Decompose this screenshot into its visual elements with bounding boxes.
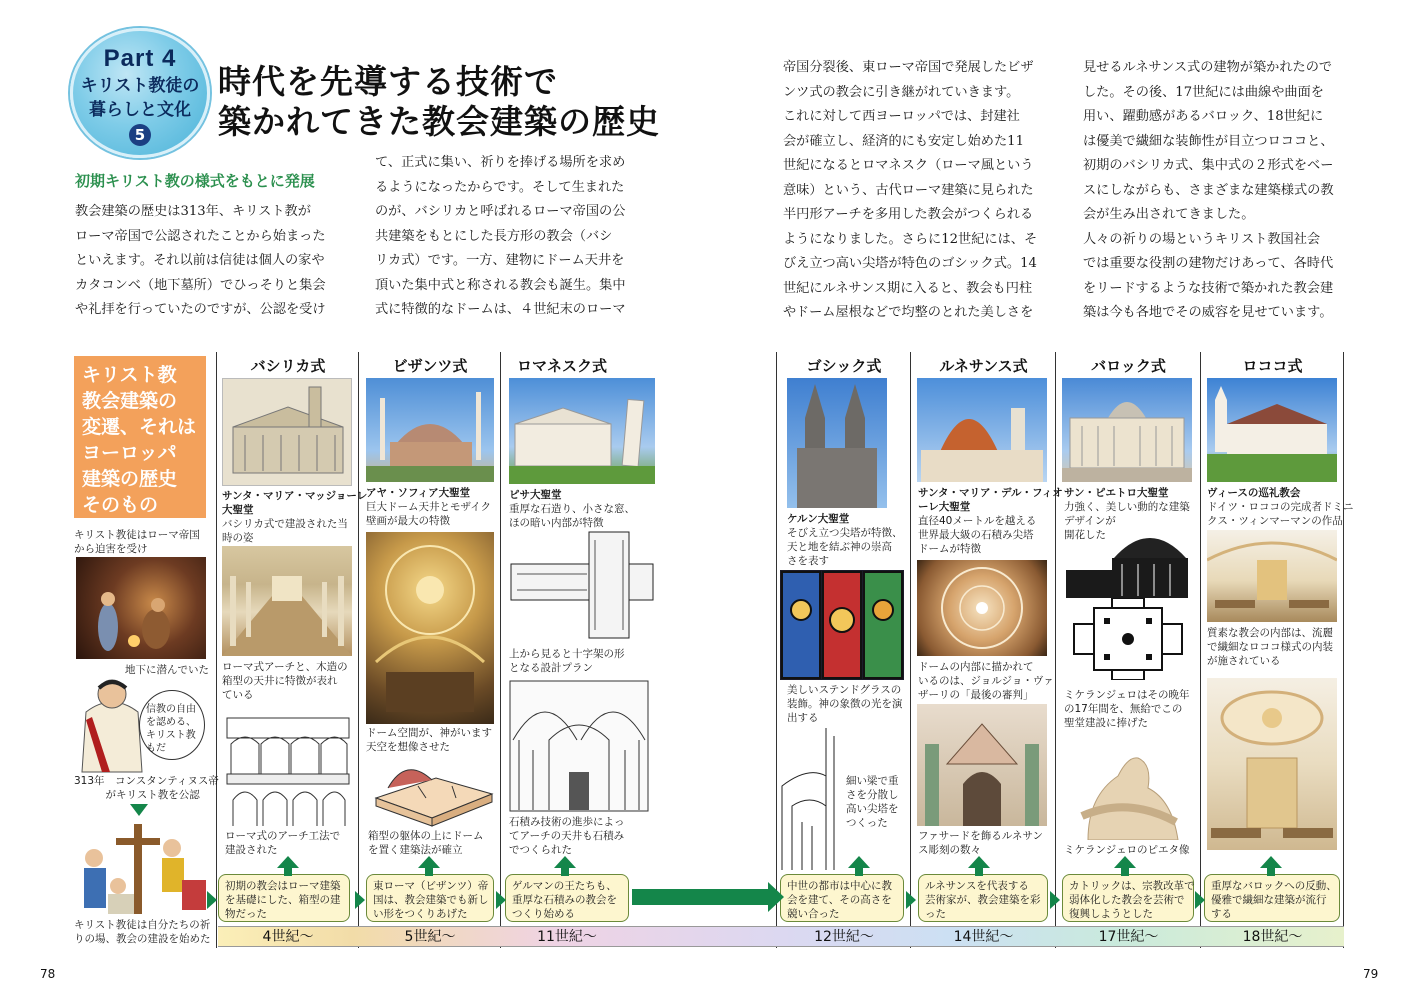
builders-illustration xyxy=(72,818,212,918)
caption-line: がキリスト教を公認 xyxy=(74,789,200,801)
event-line: 東ローマ（ビザンツ）帝 xyxy=(373,880,489,892)
event-line: を基礎にした、箱型の建 xyxy=(225,894,341,906)
era-byzantine: ビザンツ式 xyxy=(392,357,468,375)
caption-line: さを分散し xyxy=(846,789,899,801)
era-gothic: ゴシック式 xyxy=(806,357,882,375)
event-line: 芸術家が、教会建築を彩 xyxy=(925,894,1041,906)
text-line: 会が生み出されてきました。 xyxy=(1083,207,1255,222)
text-line: 世紀になるとロマネスク（ローマ風という xyxy=(783,158,1034,173)
pieta-drawing xyxy=(1068,736,1188,840)
caption-line: でつくられた xyxy=(509,844,572,856)
caption-byzantine-3 xyxy=(368,829,484,857)
event-byzantine xyxy=(366,874,494,922)
part-subtitle-1: キリスト教徒の xyxy=(80,76,200,96)
text-line: 初期のバシリカ式、集中式の２形式をベー xyxy=(1083,158,1334,173)
text-line: 意味）という、古代ローマ建築に見られた xyxy=(783,182,1034,198)
hagia-sophia-drawing xyxy=(366,378,494,482)
bubble-line: 信教の自由 xyxy=(146,704,196,715)
event-line: 復興しようとした xyxy=(1069,908,1153,920)
text-line: や礼拝を行っていたのですが、公認を受け xyxy=(75,302,326,317)
cross-plan-diagram xyxy=(509,530,655,642)
florence-drawing xyxy=(917,378,1047,482)
caption-romanesque-1 xyxy=(509,488,635,530)
feature-callout xyxy=(74,356,206,518)
caption-line: バシリカ式で建設された当 xyxy=(222,518,348,530)
text-line: 共建築をもとにした長方形の教会（バシ xyxy=(375,228,613,244)
text-line: をリードするような技術で築かれた教会建 xyxy=(1083,280,1334,296)
era-romanesque: ロマネスク式 xyxy=(516,357,607,375)
caption-title: サンタ・マリア・デル・フィオ xyxy=(918,487,1063,499)
right-arrow-icon xyxy=(355,891,365,909)
caption-line: を置く建築法が確立 xyxy=(368,844,463,856)
caption-renaissance-3 xyxy=(918,829,1043,857)
caption-line: ミケランジェロはその晩年 xyxy=(1064,689,1190,701)
baroque-floorplan xyxy=(1064,598,1192,680)
catacomb-figures xyxy=(76,557,206,659)
event-line: つくり始める xyxy=(512,908,575,920)
text-line: 帝国分裂後、東ローマ帝国で発展したビザ xyxy=(783,60,1034,75)
text-line: 頂いた集中式と称される教会も誕生。集中 xyxy=(375,277,626,293)
caption-line: 建設された xyxy=(225,844,278,856)
up-arrow-icon xyxy=(418,856,440,868)
caption-line: ドイツ・ロココの完成者ドミニ xyxy=(1207,501,1354,513)
part-badge xyxy=(70,28,210,158)
event-line: 会を建て、その高さを xyxy=(787,894,892,906)
last-judgement-fresco xyxy=(917,560,1047,656)
caption-line: ドーム空間が、神がいます xyxy=(366,727,492,739)
caption-line: デザインが xyxy=(1064,515,1116,527)
caption-gothic-1 xyxy=(787,512,903,568)
stained-glass-drawing xyxy=(780,570,904,680)
stained-glass-photo xyxy=(780,570,904,680)
timeline-divider xyxy=(1055,352,1056,948)
text-line: のが、バシリカと呼ばれるローマ帝国の公 xyxy=(375,204,626,219)
body-column-3 xyxy=(783,56,1037,326)
caption-line: 質素な教会の内部は、流麗 xyxy=(1207,627,1333,639)
cologne-drawing xyxy=(787,378,887,508)
caption-rococo-2 xyxy=(1207,626,1333,668)
up-arrow-icon xyxy=(277,856,299,868)
dome-construction-diagram xyxy=(366,758,496,828)
caption-underground: 地下に潜んでいた xyxy=(125,664,209,676)
caption-basilica-3 xyxy=(225,829,340,857)
century-18: 18世紀～ xyxy=(1242,929,1303,945)
caption-line: 開花した xyxy=(1064,529,1106,541)
page-number-left: 78 xyxy=(40,967,56,981)
callout-line: 教会建築の xyxy=(82,390,178,412)
caption-renaissance-1 xyxy=(918,486,1063,556)
santa-maria-maggiore-engraving xyxy=(222,378,352,486)
title-line-2: 築かれてきた教会建築の歴史 xyxy=(218,102,660,141)
era-rococo: ロココ式 xyxy=(1242,357,1303,375)
caption-line: つくった xyxy=(846,817,888,829)
caption-line: 聖堂建設に捧げた xyxy=(1064,717,1148,729)
text-line: した。その後、17世紀には曲線や曲面を xyxy=(1083,84,1324,100)
caption-romanesque-3 xyxy=(509,815,625,857)
text-line: 式に特徴的なドームは、４世紀末のローマ xyxy=(375,302,626,317)
caption-title: 大聖堂 xyxy=(222,504,254,516)
caption-title: ケルン大聖堂 xyxy=(787,513,850,525)
event-line: 中世の都市は中心に教 xyxy=(787,880,892,892)
right-arrow-icon xyxy=(496,891,506,909)
caption-line: 巨大ドーム天井とモザイク xyxy=(366,501,492,513)
caption-line: が施されている xyxy=(1207,655,1281,667)
event-line: 重厚なバロックへの反動、 xyxy=(1211,880,1337,892)
cologne-cathedral-photo xyxy=(787,378,887,508)
caption-title: サン・ピエトロ大聖堂 xyxy=(1064,487,1169,499)
caption-line: てアーチの天井も石積み xyxy=(509,830,625,842)
event-line: 物だった xyxy=(225,908,267,920)
facade-drawing xyxy=(917,704,1047,826)
timeline-arrow-head-icon xyxy=(768,882,784,912)
st-peters-drawing xyxy=(1062,378,1192,482)
timeline-divider xyxy=(216,352,217,948)
body-column-4 xyxy=(1083,56,1334,326)
caption-line: さを表す xyxy=(787,555,829,567)
st-peters-elevation-drawing xyxy=(1064,518,1192,598)
caption-line: そびえ立つ尖塔が特徴、 xyxy=(787,527,903,539)
fresco-drawing xyxy=(917,560,1047,656)
up-arrow-icon xyxy=(554,856,576,868)
body-column-1 xyxy=(75,200,326,323)
caption-line: 出する xyxy=(787,712,819,724)
caption-line: 直径40メートルを越える xyxy=(918,515,1037,527)
caption-line: 天空を想像させた xyxy=(366,741,450,753)
catacomb-illustration xyxy=(76,557,206,659)
part-number: Part 4 xyxy=(103,45,177,72)
text-line: 見せるルネサンス式の建物が築かれたので xyxy=(1083,60,1333,75)
right-arrow-icon xyxy=(1195,891,1205,909)
event-line: 競い合った xyxy=(787,908,840,920)
caption-line: ドームの内部に描かれて xyxy=(918,661,1034,673)
caption-line: キリスト教徒は自分たちの祈 xyxy=(74,919,211,931)
event-rococo xyxy=(1204,874,1340,922)
caption-gothic-3 xyxy=(846,774,899,830)
text-line: 会が確立し、経済的にも安定し始めた11 xyxy=(783,133,1024,149)
text-line: は優美で繊細な装飾性が目立つロココと、 xyxy=(1083,133,1334,149)
caption-church-building xyxy=(74,918,211,946)
caption-line: ローマ式のアーチ工法で xyxy=(225,830,341,842)
right-arrow-icon xyxy=(1050,891,1060,909)
event-line: カトリックは、宗教改革で xyxy=(1069,880,1195,892)
title-line-1: 時代を先導する技術で xyxy=(218,62,558,101)
text-line: ようになりました。さらに12世紀には、そ xyxy=(783,231,1038,247)
caption-line: 美しいステンドグラスの xyxy=(787,684,902,696)
text-line: スにしながらも、さまざまな建築様式の教 xyxy=(1083,182,1334,198)
event-line: する xyxy=(1211,908,1232,920)
caption-rococo-1 xyxy=(1207,486,1353,528)
caption-title: サンタ・マリア・マッジョーレ xyxy=(222,490,368,502)
caption-line: 箱型の躯体の上にドーム xyxy=(368,830,484,842)
text-line: 教会建築の歴史は313年、キリスト教が xyxy=(75,204,311,219)
florence-cathedral-photo xyxy=(917,378,1047,482)
caption-line: ている xyxy=(222,689,254,701)
century-4: 4世紀～ xyxy=(262,929,314,945)
hagia-sophia-photo xyxy=(366,378,494,482)
caption-line: ドームが特徴 xyxy=(918,543,981,555)
callout-line: 建築の歴史 xyxy=(82,468,178,490)
rococo-interior-photo xyxy=(1207,530,1337,622)
caption-line: 細い梁で重 xyxy=(846,775,899,787)
caption-line: クス・ツィンマーマンの作品 xyxy=(1207,515,1343,527)
caption-line: で繊細なロココ様式の内装 xyxy=(1207,641,1333,653)
part-subtitle-2: 暮らしと文化 xyxy=(89,100,191,120)
bubble-line: を認める、 xyxy=(146,717,196,728)
text-line: カタコンベ（地下墓所）でひっそりと集会 xyxy=(75,277,326,293)
bubble-line: キリスト教 xyxy=(146,730,196,741)
text-line: て、正式に集い、祈りを捧げる場所を求め xyxy=(375,155,626,170)
caption-line: 313年 コンスタンティヌス帝 xyxy=(74,775,219,787)
st-peters-photo xyxy=(1062,378,1192,482)
right-arrow-icon xyxy=(207,891,217,909)
pisa-drawing xyxy=(509,378,655,484)
caption-line: 天と地を結ぶ神の崇高 xyxy=(787,541,892,553)
century-11: 11世紀～ xyxy=(537,929,597,945)
caption-gothic-2 xyxy=(787,683,903,725)
text-line: びえ立つ高い尖塔が特色のゴシック式。14 xyxy=(783,256,1037,271)
text-line: ンツ式の教会に引き継がれていきます。 xyxy=(783,84,1020,100)
event-basilica xyxy=(218,874,350,922)
caption-line: 重厚な石造り、小さな窓、 xyxy=(509,503,635,515)
timeline-divider xyxy=(500,352,501,948)
up-arrow-icon xyxy=(848,856,870,868)
caption-romanesque-2 xyxy=(509,647,625,675)
bubble-line: もだ xyxy=(146,743,166,754)
caption-line: りの場、教会の建設を始めた xyxy=(74,933,211,945)
caption-line: ほの暗い内部が特徴 xyxy=(509,517,604,529)
era-baroque: バロック式 xyxy=(1091,357,1166,375)
caption-line: キリスト教徒はローマ帝国 xyxy=(74,529,200,541)
section-heading: 初期キリスト教の様式をもとに発展 xyxy=(75,172,315,190)
event-line: 弱体化した教会を芸術で xyxy=(1069,894,1185,906)
hagia-sophia-dome-photo xyxy=(366,532,494,724)
century-12: 12世紀～ xyxy=(814,929,874,945)
event-romanesque xyxy=(505,874,629,922)
caption-line: 力強く、美しい動的な建築 xyxy=(1064,501,1190,513)
caption-line: 装飾。神の象徴の光を演 xyxy=(787,698,903,710)
text-line: 築は今も各地でその威容を見せています。 xyxy=(1083,305,1333,320)
rococo-ceiling-photo xyxy=(1207,678,1337,850)
caption-line: ローマ式アーチと、木造の xyxy=(222,661,348,673)
caption-line: ザーリの「最後の審判」 xyxy=(918,689,1034,701)
caption-basilica-1 xyxy=(222,489,367,545)
roman-arch-diagram xyxy=(225,714,351,828)
stone-vault-diagram xyxy=(509,680,649,812)
event-line: 国は、教会建築でも新し xyxy=(373,894,489,906)
wieskirche-drawing xyxy=(1207,378,1337,482)
timeline-long-arrow xyxy=(632,889,770,905)
timeline-divider xyxy=(358,352,359,948)
caption-title: ーレ大聖堂 xyxy=(918,501,971,513)
text-line: といえます。それ以前は信徒は個人の家や xyxy=(75,253,325,268)
body-column-2 xyxy=(375,151,626,323)
caption-line: ス彫刻の数々 xyxy=(918,844,981,856)
pisa-cathedral-photo xyxy=(509,378,655,484)
callout-line: そのもの xyxy=(82,494,159,516)
caption-line: いるのは、ジョルジョ・ヴァ xyxy=(918,675,1054,687)
text-line: これに対して西ヨーロッパでは、封建社 xyxy=(783,109,1020,124)
callout-line: キリスト教 xyxy=(82,364,177,386)
chapter-number: 5 xyxy=(129,124,151,146)
caption-line: 壁画が最大の特徴 xyxy=(366,515,450,527)
era-renaissance: ルネサンス式 xyxy=(939,357,1028,375)
event-line: った xyxy=(925,908,946,920)
event-renaissance xyxy=(918,874,1048,922)
event-baroque xyxy=(1062,874,1194,922)
callout-line: ヨーロッパ xyxy=(82,442,177,464)
century-5: 5世紀～ xyxy=(404,929,456,945)
caption-line: 上から見ると十字架の形 xyxy=(509,648,625,660)
caption-line: となる設計プラン xyxy=(509,662,593,674)
text-line: 用い、躍動感があるバロック、18世紀に xyxy=(1083,109,1324,124)
text-line: では重要な役割の建物だけあって、各時代 xyxy=(1083,256,1334,271)
dome-interior-drawing xyxy=(366,532,494,724)
text-line: リカ式）です。一方、建物にドーム天井を xyxy=(375,253,625,268)
right-arrow-icon xyxy=(906,891,916,909)
basilica-interior-photo xyxy=(222,546,352,656)
event-line: 優雅で繊細な建築が流行 xyxy=(1211,894,1327,906)
caption-title: ピサ大聖堂 xyxy=(509,489,562,501)
speech-bubble-text xyxy=(146,703,196,755)
century-17: 17世紀～ xyxy=(1098,929,1159,945)
page-number-right: 79 xyxy=(1363,967,1379,981)
caption-line: ファサードを飾るルネサン xyxy=(918,830,1043,842)
caption-line: の17年間を、無給でこの xyxy=(1064,703,1183,715)
timeline-divider xyxy=(910,352,911,948)
event-line: い形をつくりあげた xyxy=(373,908,468,920)
up-arrow-icon xyxy=(968,856,990,868)
timeline-divider xyxy=(1343,352,1344,948)
down-arrow-icon xyxy=(130,804,148,816)
text-line: ローマ帝国で公認されたことから始まった xyxy=(75,228,326,244)
text-line: るようになったからです。そして生まれた xyxy=(375,179,625,195)
caption-baroque-2 xyxy=(1064,688,1190,730)
event-gothic xyxy=(780,874,904,922)
event-line: ゲルマンの王たちも、 xyxy=(512,880,617,892)
caption-title: アヤ・ソフィア大聖堂 xyxy=(366,487,471,499)
flying-buttress-diagram xyxy=(778,726,842,870)
event-line: ルネサンスを代表する xyxy=(925,880,1029,892)
rococo-interior-drawing xyxy=(1207,530,1337,622)
event-line: 重厚な石積みの教会を xyxy=(512,894,617,906)
caption-line: 時の姿 xyxy=(222,532,254,544)
caption-byzantine-2 xyxy=(366,726,492,754)
era-basilica: バシリカ式 xyxy=(250,357,326,375)
event-line: 初期の教会はローマ建築 xyxy=(225,880,341,892)
caption-baroque-3: ミケランジェロのピエタ像 xyxy=(1064,844,1190,856)
caption-edict xyxy=(74,774,219,802)
caption-title: ヴィースの巡礼教会 xyxy=(1207,487,1301,499)
caption-persecution xyxy=(74,528,200,556)
caption-line: から迫害を受け xyxy=(74,543,148,555)
caption-line: 石積み技術の進歩によっ xyxy=(509,816,625,828)
text-line: 人々の祈りの場というキリスト教国社会 xyxy=(1083,231,1321,247)
caption-byzantine-1 xyxy=(366,486,491,528)
basilica-engraving-drawing xyxy=(223,379,352,486)
caption-basilica-2 xyxy=(222,660,348,702)
pieta-statue-photo xyxy=(1068,736,1188,840)
caption-line: 世界最大級の石積み尖塔 xyxy=(918,529,1034,541)
caption-renaissance-2 xyxy=(918,660,1054,702)
timeline-divider xyxy=(1200,352,1201,948)
page-title xyxy=(218,62,660,142)
text-line: 半円形アーチを多用した教会がつくられる xyxy=(783,207,1034,222)
rococo-ceiling-drawing xyxy=(1207,678,1337,850)
caption-line: 箱型の天井に特徴が表れ xyxy=(222,675,338,687)
timeline-divider xyxy=(776,352,777,948)
up-arrow-icon xyxy=(1114,856,1136,868)
century-14: 14世紀～ xyxy=(953,929,1014,945)
caption-line: 高い尖塔を xyxy=(846,803,899,815)
up-arrow-icon xyxy=(1260,856,1282,868)
facade-sculpture-photo xyxy=(917,704,1047,826)
callout-line: 変遷、それは xyxy=(82,416,197,438)
text-line: 世紀にルネサンス期に入ると、教会も円柱 xyxy=(783,280,1033,296)
basilica-interior-drawing xyxy=(222,546,352,656)
text-line: やドーム屋根などで均整のとれた美しさを xyxy=(783,305,1034,320)
wieskirche-photo xyxy=(1207,378,1337,482)
